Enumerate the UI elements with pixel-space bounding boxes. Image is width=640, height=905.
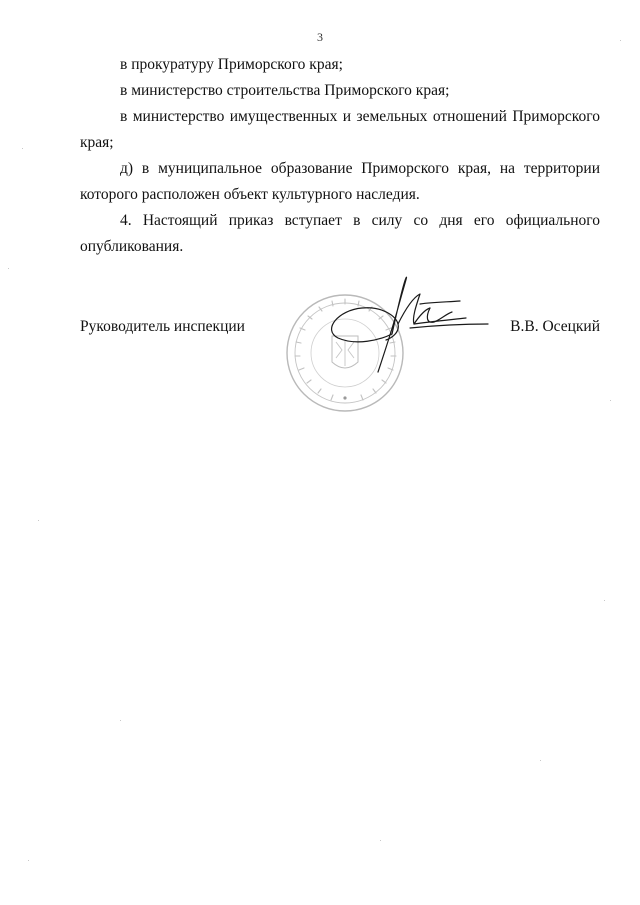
signatory-position: Руководитель инспекции — [80, 318, 245, 335]
paragraph-municipality: д) в муниципальное образование Приморского края, на территории которого расположен объект культурного наследия. — [80, 160, 600, 203]
paragraph-property-ministry: в министерство имущественных и земельных отношений Приморского края; — [80, 108, 600, 151]
signatory-name: В.В. Осецкий — [510, 318, 600, 335]
paragraph-prosecutor: в прокуратуру Приморского края; — [120, 56, 343, 73]
paragraph-effective-date: 4. Настоящий приказ вступает в силу со дня его официального опубликования. — [80, 212, 600, 255]
paragraph-construction-ministry: в министерство строительства Приморского края; — [120, 82, 450, 99]
handwritten-signature-icon — [300, 268, 490, 378]
document-body — [80, 52, 600, 260]
page-number: 3 — [317, 30, 323, 44]
